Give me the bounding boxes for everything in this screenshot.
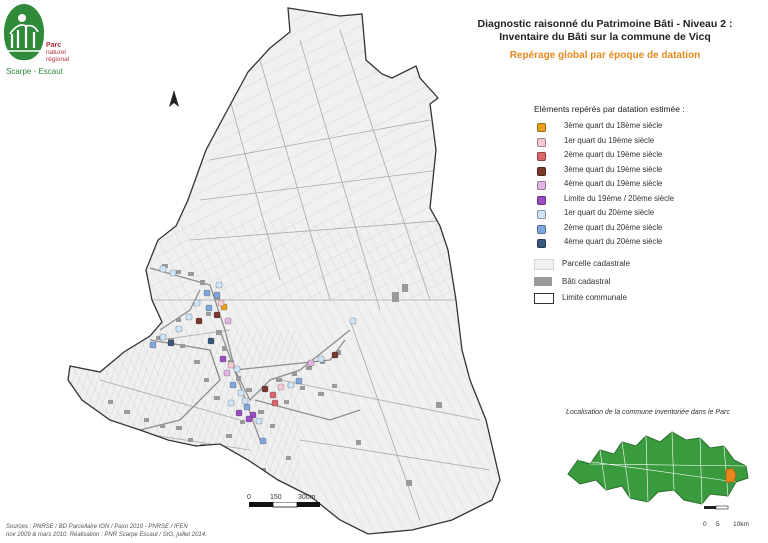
heritage-marker xyxy=(238,390,244,396)
heritage-marker xyxy=(160,334,166,340)
legend-period-label: 2ème quart du 19ème siècle xyxy=(564,150,663,159)
logo-text-2: naturel xyxy=(46,49,66,56)
heritage-marker xyxy=(318,356,324,362)
heritage-marker xyxy=(204,290,210,296)
heritage-marker xyxy=(234,366,240,372)
scale-tick-0: 0 xyxy=(247,494,251,501)
scale-bar xyxy=(249,502,321,508)
heritage-marker xyxy=(228,362,234,368)
map-title-line-2: Inventaire du Bâti sur la commune de Vicq xyxy=(499,31,711,43)
heritage-marker xyxy=(236,410,242,416)
logo-text-3: régional xyxy=(46,56,70,63)
sources-line-2: nov 2009 & mars 2010. Réalisation : PNR Scarpe Escaut / SIG, juillet 2014. xyxy=(6,532,207,538)
heritage-marker xyxy=(256,418,262,424)
legend-layer-swatch xyxy=(534,277,552,286)
inset-scale-10: 10km xyxy=(733,521,749,528)
heritage-marker xyxy=(194,300,200,306)
inset-map xyxy=(560,420,755,515)
legend-layer-swatch xyxy=(534,259,554,270)
heritage-marker xyxy=(224,370,230,376)
legend-period-label: 3ème quart du 18ème siècle xyxy=(564,121,663,130)
heritage-marker xyxy=(332,352,338,358)
legend-period-label: Limite du 19ème / 20ème siècle xyxy=(564,193,675,203)
heritage-marker xyxy=(350,318,356,324)
map-subtitle: Repérage global par époque de datation xyxy=(509,50,701,61)
heritage-marker xyxy=(272,400,278,406)
legend-period-swatch xyxy=(537,196,546,205)
legend-period-swatch xyxy=(537,181,546,190)
heritage-marker xyxy=(196,318,202,324)
heritage-marker xyxy=(230,382,236,388)
heritage-marker xyxy=(225,318,231,324)
heritage-marker xyxy=(278,384,284,390)
heritage-marker xyxy=(308,360,314,366)
inset-scale-5: 5 xyxy=(716,521,720,528)
heritage-marker xyxy=(242,398,248,404)
legend-layer-label: Parcelle cadastrale xyxy=(562,259,631,268)
legend-layer-label: Limite communale xyxy=(562,293,627,302)
heritage-marker xyxy=(170,270,176,276)
legend-layer-swatch xyxy=(534,293,554,304)
heritage-marker xyxy=(270,392,276,398)
heritage-marker xyxy=(220,356,226,362)
legend-period-swatch xyxy=(537,138,546,147)
inset-scale-0: 0 xyxy=(703,521,707,528)
heritage-marker xyxy=(262,386,268,392)
legend-period-swatch xyxy=(537,152,546,161)
scale-tick-150: 150 xyxy=(270,494,282,501)
legend-title: Eléments repérés par datation estimée : xyxy=(534,104,685,114)
legend-period-label: 3ème quart du 19ème siècle xyxy=(564,164,663,174)
park-outline xyxy=(568,432,748,504)
scale-tick-300: 300m xyxy=(298,494,316,501)
heritage-marker xyxy=(244,404,250,410)
legend-period-swatch xyxy=(537,167,546,176)
inset-title: Localisation de la commune inventoriée dans le Parc xyxy=(566,409,730,416)
heritage-marker xyxy=(246,416,252,422)
legend-period-label: 4ème quart du 20ème siècle xyxy=(564,237,663,246)
heritage-marker xyxy=(160,266,166,272)
heritage-marker xyxy=(150,342,156,348)
heritage-marker xyxy=(218,300,224,306)
legend-period-label: 1er quart du 19ème siècle xyxy=(564,135,655,145)
heritage-marker xyxy=(296,378,302,384)
sources-line-1: Sources : PNRSE / BD Parcellaire IGN / Paxo 2010 - PNRSE / IFEN xyxy=(6,524,188,530)
map-title-line-1: Diagnostic raisonné du Patrimoine Bâti - Niveau 2 : xyxy=(477,18,733,30)
parcel-layer xyxy=(60,0,510,543)
heritage-marker xyxy=(260,438,266,444)
legend-period-swatch xyxy=(537,210,546,219)
legend-period-label: 1er quart du 20ème siècle xyxy=(564,208,655,217)
heritage-marker xyxy=(186,314,192,320)
legend-period-label: 2ème quart du 20ème siècle xyxy=(564,222,663,232)
heritage-marker xyxy=(208,338,214,344)
heritage-marker xyxy=(214,292,220,298)
legend-period-label: 4ème quart du 19ème siècle xyxy=(564,179,663,188)
heritage-marker xyxy=(176,326,182,332)
heritage-marker xyxy=(216,282,222,288)
heritage-marker xyxy=(288,382,294,388)
heritage-marker xyxy=(228,400,234,406)
legend-period-swatch xyxy=(537,123,546,132)
legend-period-swatch xyxy=(537,225,546,234)
legend-period-swatch xyxy=(537,239,546,248)
logo-text-1: Parc xyxy=(46,42,62,49)
legend-layer-label: Bâti cadastral xyxy=(562,277,611,286)
logo-text-4: Scarpe - Escaut xyxy=(6,67,63,76)
heritage-marker xyxy=(168,340,174,346)
heritage-marker xyxy=(214,312,220,318)
heritage-marker xyxy=(206,305,212,311)
